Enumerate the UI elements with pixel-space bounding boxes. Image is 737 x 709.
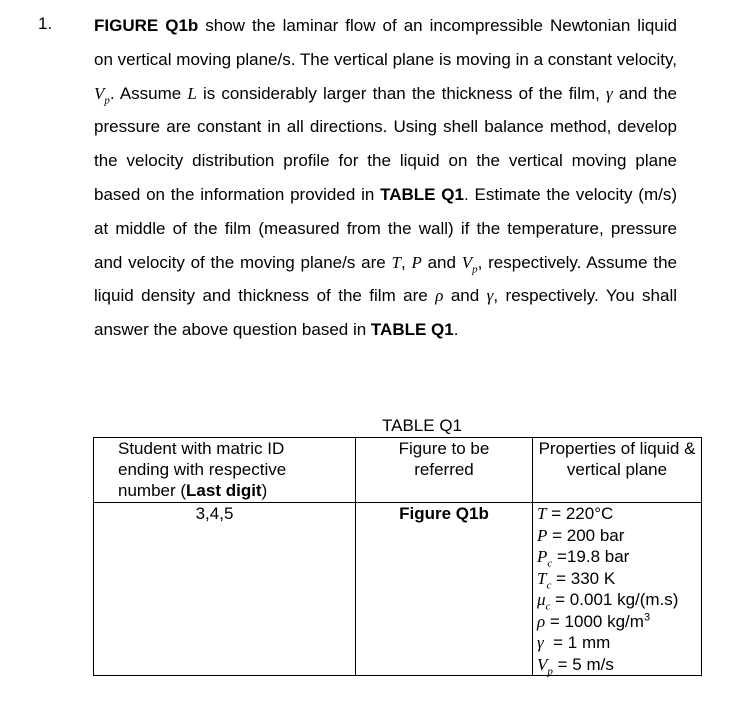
prop-critical-pressure: $P_c =19.8$ bar	[537, 547, 630, 570]
prop-critical-viscosity: $\mu_c = 0.001$ kg/(m.s)	[537, 590, 679, 613]
table-row	[94, 503, 702, 676]
table-caption: TABLE Q1	[382, 416, 462, 435]
figure-ref: FIGURE Q1b	[94, 16, 199, 35]
header-properties: Properties of liquid & vertical plane	[533, 438, 702, 503]
question-text: FIGURE Q1b show the laminar flow of an incompressible Newtonian liquid on vertical moving plane/s. The vertical plane is moving in a constant velocity, $V_p$. Assume L is considerably larger than the thickness of the film, γ and the pressure are constant in all directions. Using shell balance method, develop the velocity distribution profile for the liquid on the vertical moving plane based on the information provided in TABLE Q1. Estimate the velocity (m/s) at middle of the film (measured from the wall) if the temperature, pressure and velocity of the moving plane/s are T, P and $V_p$, respectively. Assume the liquid density and thickness of the film are ρ and γ, respectively. You shall answer the above question based in TABLE Q1.	[94, 16, 678, 340]
question-number: 1.	[38, 14, 53, 33]
cell-figure: Figure Q1b	[356, 503, 533, 676]
prop-density: ρ = 1000 $kg/m^3$	[537, 610, 651, 631]
table-ref-2: TABLE Q1	[370, 320, 454, 340]
cell-properties	[533, 503, 702, 676]
prop-pressure: P = 200 bar	[537, 525, 625, 545]
prop-film-thickness: γ = 1 mm	[537, 633, 611, 652]
table-header-row	[94, 438, 702, 503]
prop-plane-velocity: $V_p = 5$ m/s	[537, 654, 614, 677]
table-ref: TABLE Q1	[380, 184, 464, 204]
prop-critical-temperature: $T_c = 330$ K	[537, 568, 616, 591]
header-figure: Figure to be referred	[356, 438, 533, 503]
prop-temperature: T = 220°C	[537, 504, 614, 523]
header-student-id: Student with matric ID ending with respective number (Last digit)	[94, 438, 356, 503]
cell-digits: 3,4,5	[94, 503, 356, 676]
properties-table	[93, 437, 702, 676]
